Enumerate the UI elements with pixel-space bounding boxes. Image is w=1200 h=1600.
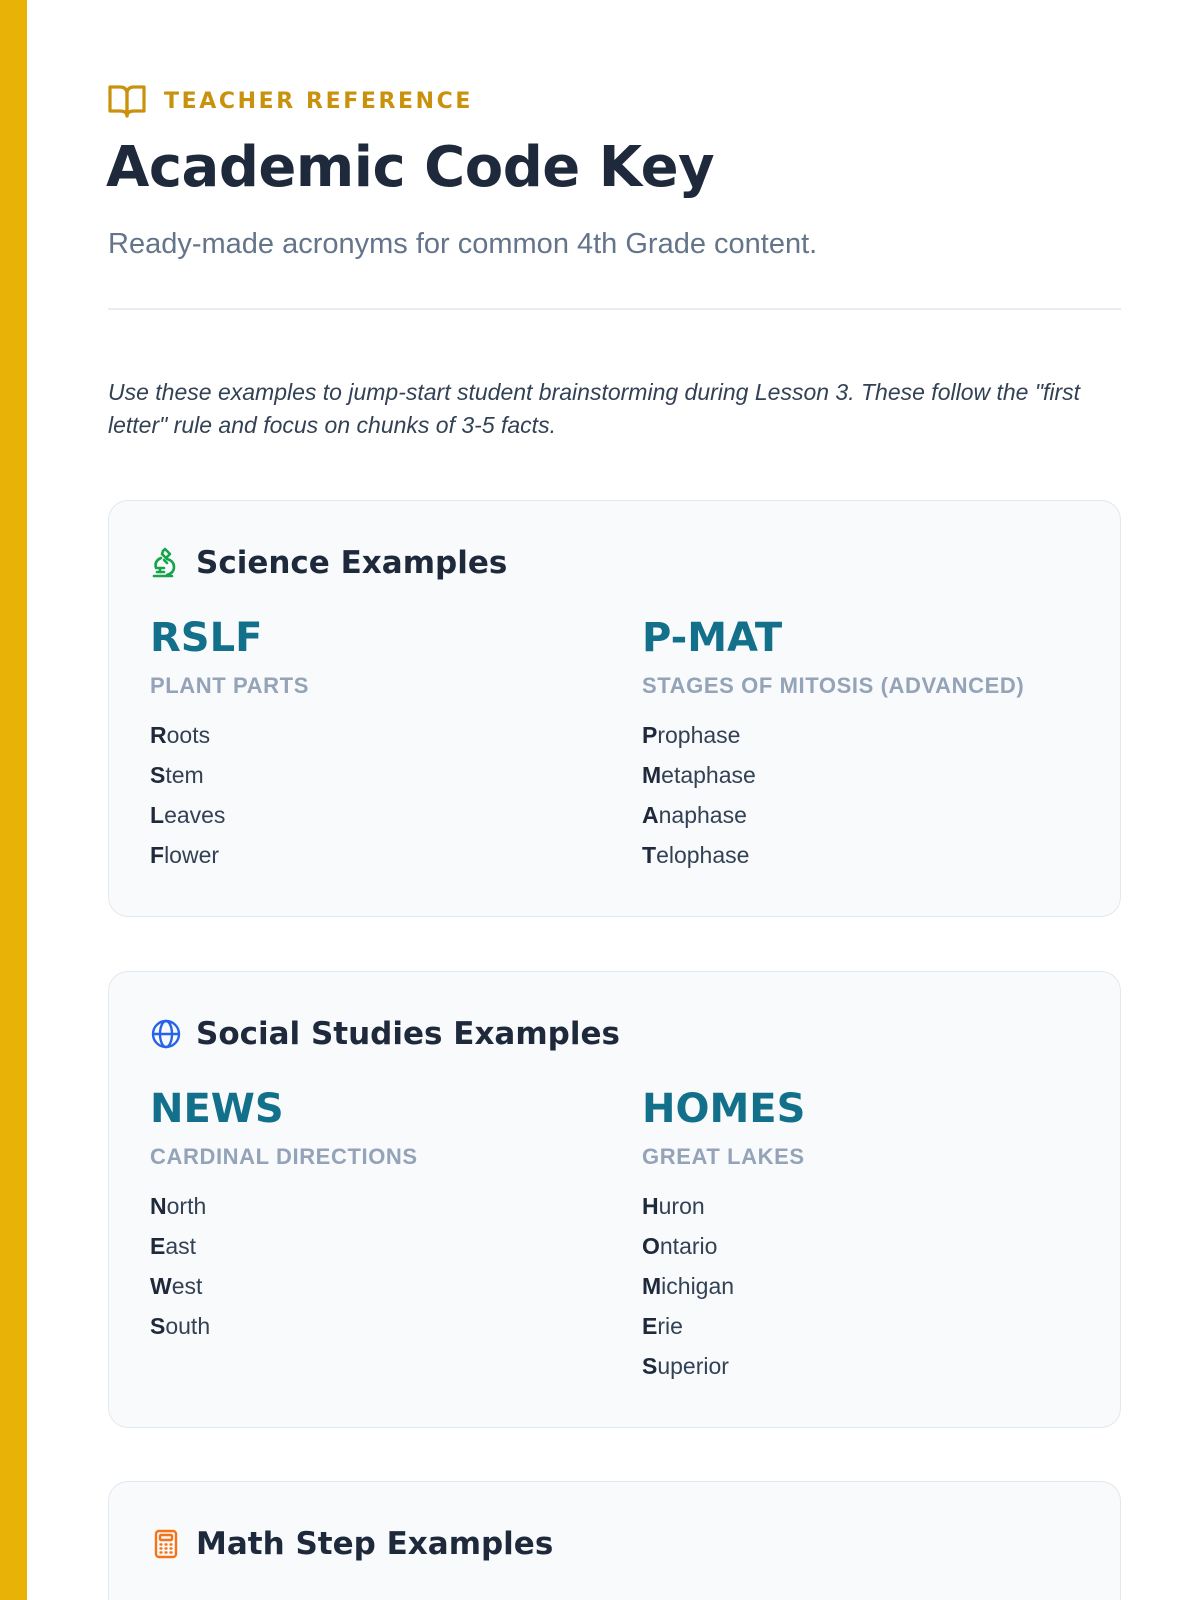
math-card [108,1481,1121,1600]
eyebrow-label: TEACHER REFERENCE [164,88,474,114]
list-item: Telophase [642,842,750,868]
list-item: Huron [642,1193,705,1219]
acronym-block-homes [642,1084,1082,1386]
accent-bar [0,0,27,1600]
list-item: South [150,1313,211,1339]
acronym-block-rslf [150,613,590,875]
list-item: Leaves [150,802,226,828]
acronym-code: RSLF [150,615,263,661]
acronym-topic: STAGES OF MITOSIS (ADVANCED) [642,673,1025,698]
list-item: Erie [642,1313,683,1339]
list-item: East [150,1233,197,1259]
acronym-code: NEWS [150,1086,284,1132]
acronym-code: HOMES [642,1086,806,1132]
science-card-title: Science Examples [196,545,508,581]
science-card [108,500,1121,917]
list-item: Anaphase [642,802,747,828]
page-title: Academic Code Key [106,135,715,200]
page-subtitle: Ready-made acronyms for common 4th Grade content. [108,228,818,260]
calculator-icon [150,1528,182,1560]
acronym-topic: GREAT LAKES [642,1144,805,1169]
acronym-block-p-mat [642,613,1082,875]
math-card-title: Math Step Examples [196,1526,554,1562]
list-item: North [150,1193,207,1219]
intro-text: Use these examples to jump-start student brainstorming during Lesson 3. These follow the "first letter" rule and focus on chunks of 3-5 facts. [108,379,1081,438]
list-item: Michigan [642,1273,735,1299]
list-item: Flower [150,842,220,868]
acronym-code: P-MAT [642,615,783,661]
social-studies-card [108,971,1121,1428]
social-studies-card-title: Social Studies Examples [196,1016,620,1052]
list-item: Superior [642,1353,729,1379]
list-item: Roots [150,722,211,748]
list-item: Stem [150,762,204,788]
acronym-block-news [150,1084,590,1346]
list-item: Prophase [642,722,741,748]
microscope-icon [150,547,182,579]
globe-icon [150,1018,182,1050]
acronym-topic: CARDINAL DIRECTIONS [150,1144,418,1169]
eyebrow [108,84,473,118]
open-book-icon [108,84,146,118]
acronym-topic: PLANT PARTS [150,673,309,698]
list-item: Ontario [642,1233,718,1259]
science-card-header [150,543,507,583]
list-item: Metaphase [642,762,756,788]
header-divider [108,308,1121,310]
social-studies-card-header [150,1014,620,1054]
math-card-header [150,1524,553,1564]
list-item: West [150,1273,203,1299]
